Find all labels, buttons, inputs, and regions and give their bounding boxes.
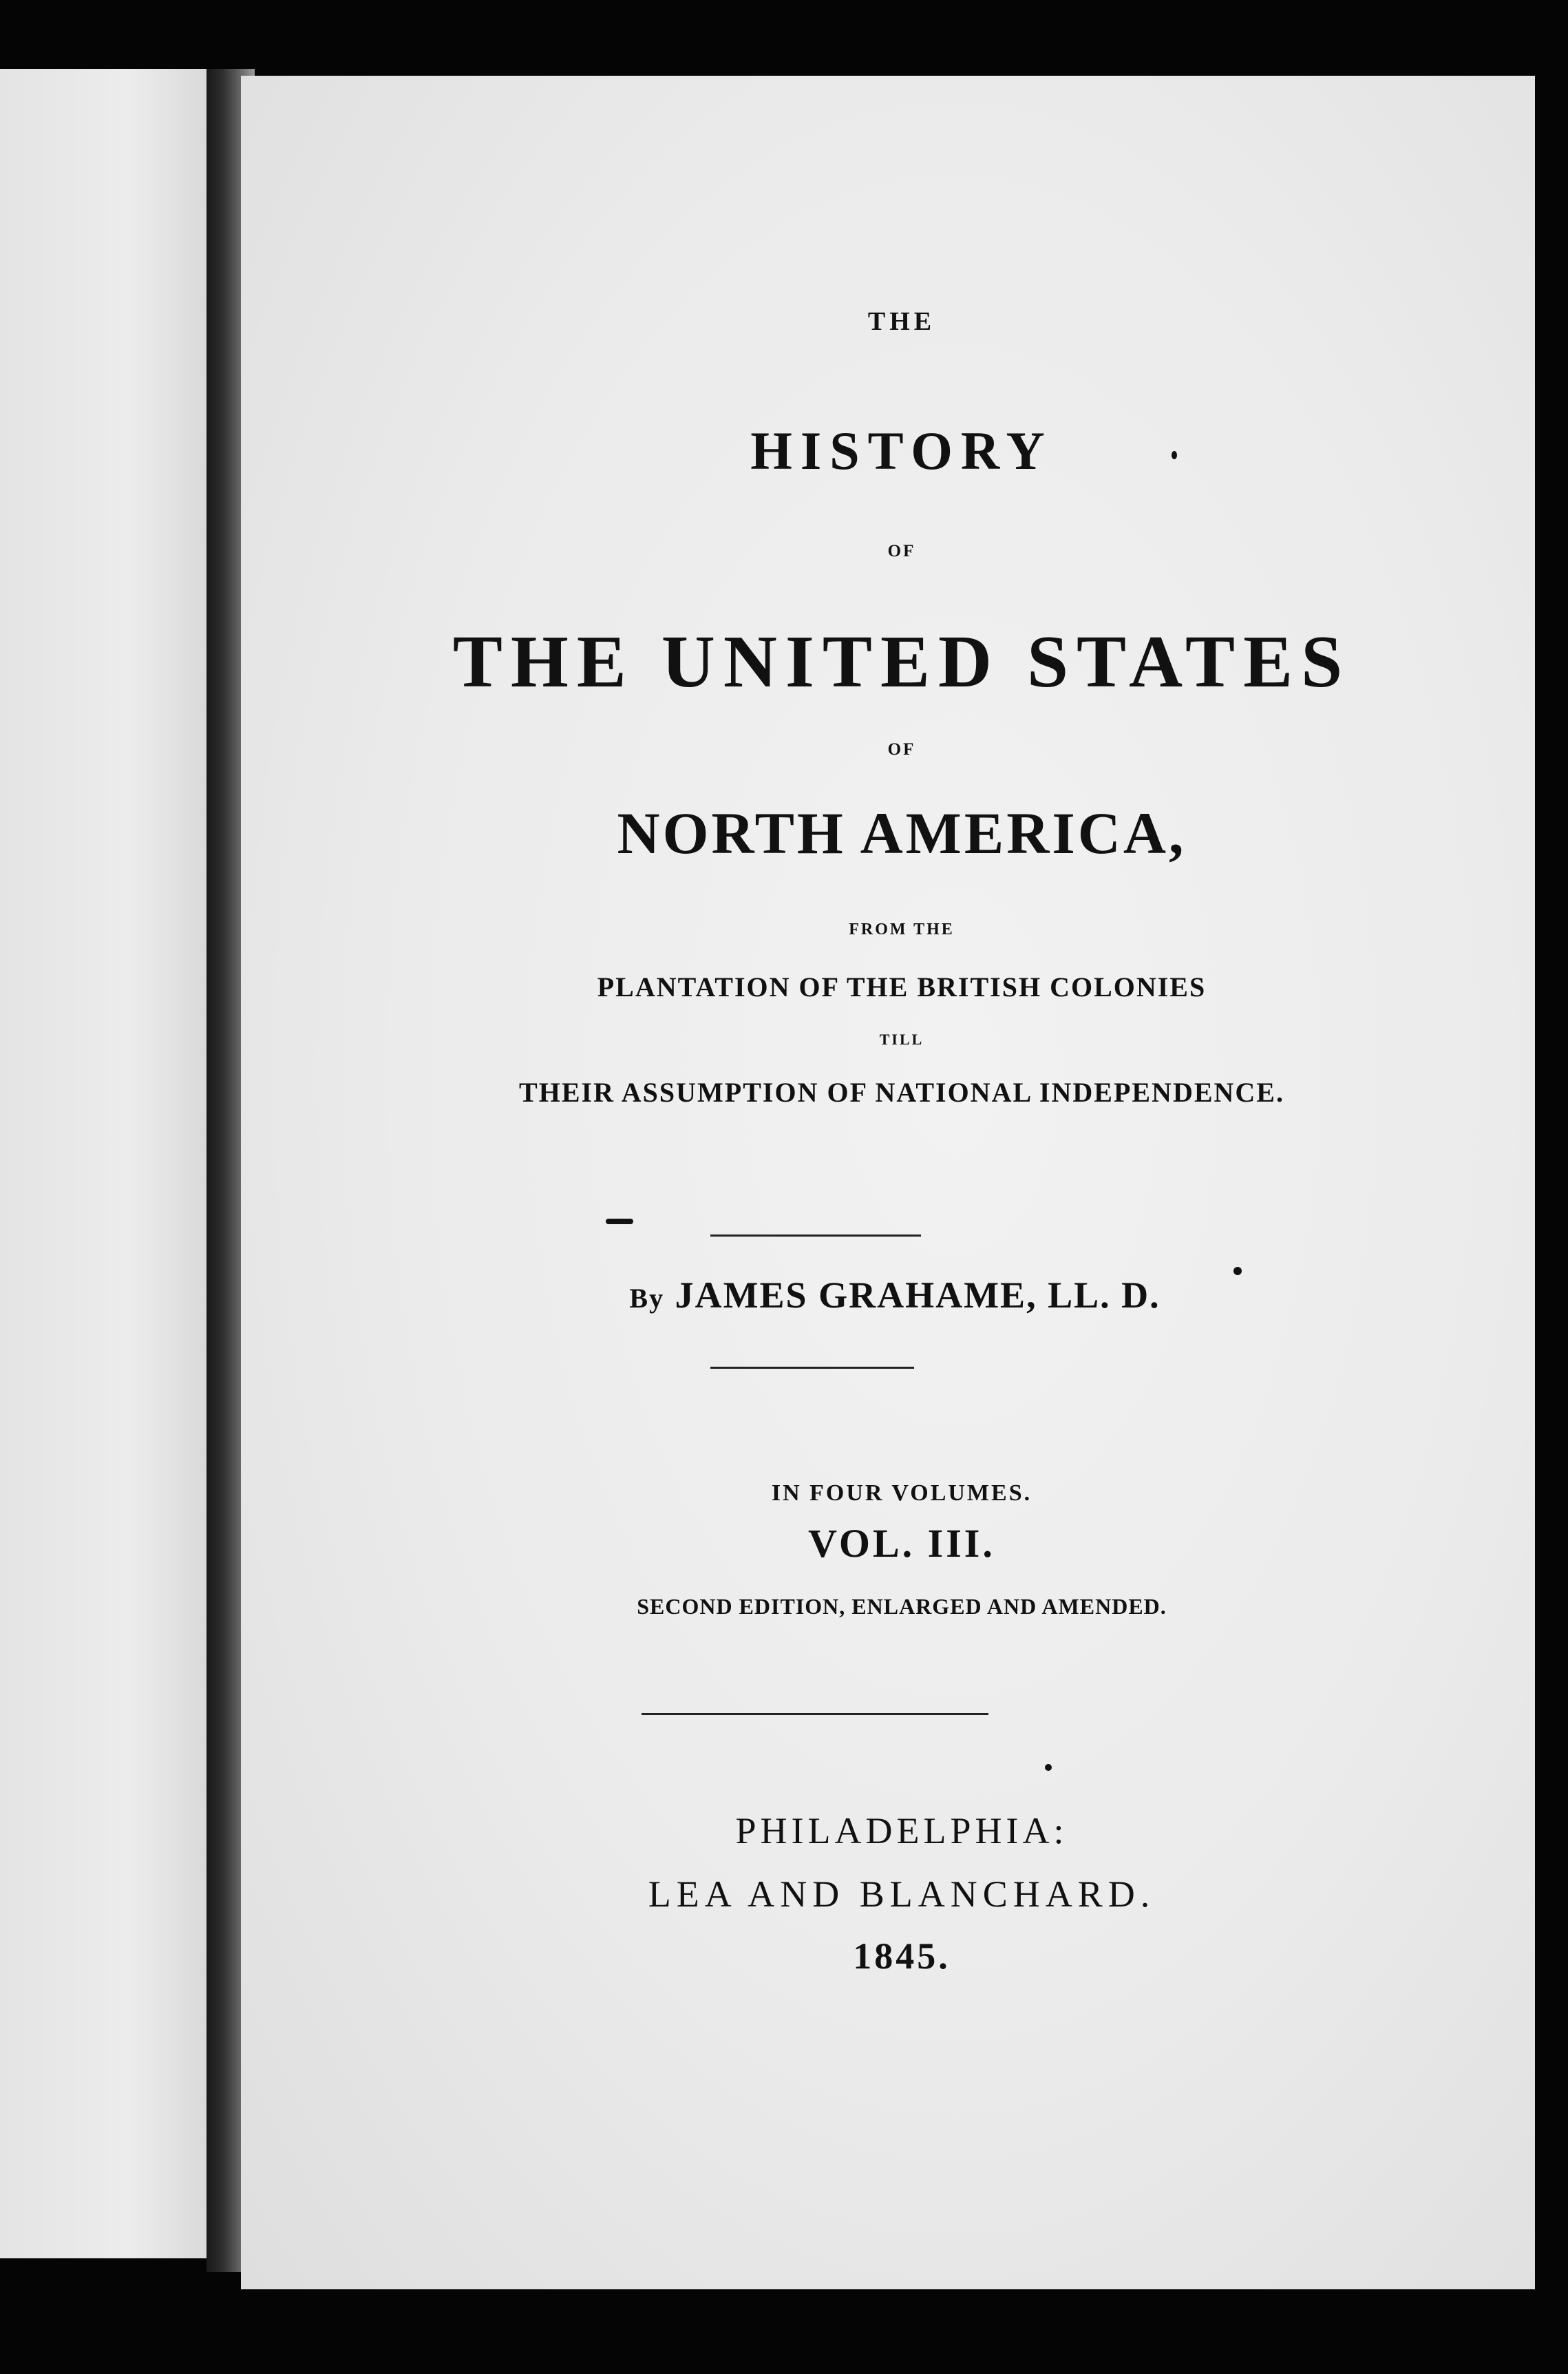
author-name: JAMES GRAHAME, LL. D. (675, 1274, 1161, 1316)
title-page (241, 76, 1535, 2289)
title-history: HISTORY (750, 421, 1053, 481)
title-article: THE (867, 307, 936, 336)
author-line (248, 1274, 1542, 1316)
title-united-states: THE UNITED STATES (452, 621, 1351, 703)
author-by: By (629, 1283, 665, 1314)
volumes-count: IN FOUR VOLUMES. (771, 1480, 1032, 1506)
divider-rule-2 (710, 1367, 914, 1369)
subtitle-plantation: PLANTATION OF THE BRITISH COLONIES (597, 971, 1207, 1002)
subtitle-independence: THEIR ASSUMPTION OF NATIONAL INDEPENDENCE. (519, 1077, 1284, 1108)
ink-speck (1045, 1764, 1052, 1771)
divider-rule-1 (710, 1235, 921, 1237)
divider-rule-3 (642, 1713, 988, 1715)
left-facing-page (0, 69, 215, 2258)
imprint-publisher: LEA AND BLANCHARD. (648, 1873, 1156, 1915)
edition-statement: SECOND EDITION, ENLARGED AND AMENDED. (637, 1594, 1167, 1619)
imprint-city: PHILADELPHIA: (735, 1810, 1068, 1851)
subtitle-from-the: FROM THE (849, 921, 955, 938)
subtitle-till: TILL (879, 1031, 924, 1048)
title-of-2: OF (887, 740, 916, 759)
ink-speck (1172, 451, 1177, 459)
ink-speck (606, 1219, 633, 1224)
imprint-year: 1845. (853, 1935, 951, 1977)
volume-number: VOL. III. (808, 1521, 995, 1566)
title-north-america: NORTH AMERICA, (617, 800, 1187, 866)
title-of-1: OF (887, 542, 916, 560)
ink-speck (1233, 1267, 1242, 1275)
